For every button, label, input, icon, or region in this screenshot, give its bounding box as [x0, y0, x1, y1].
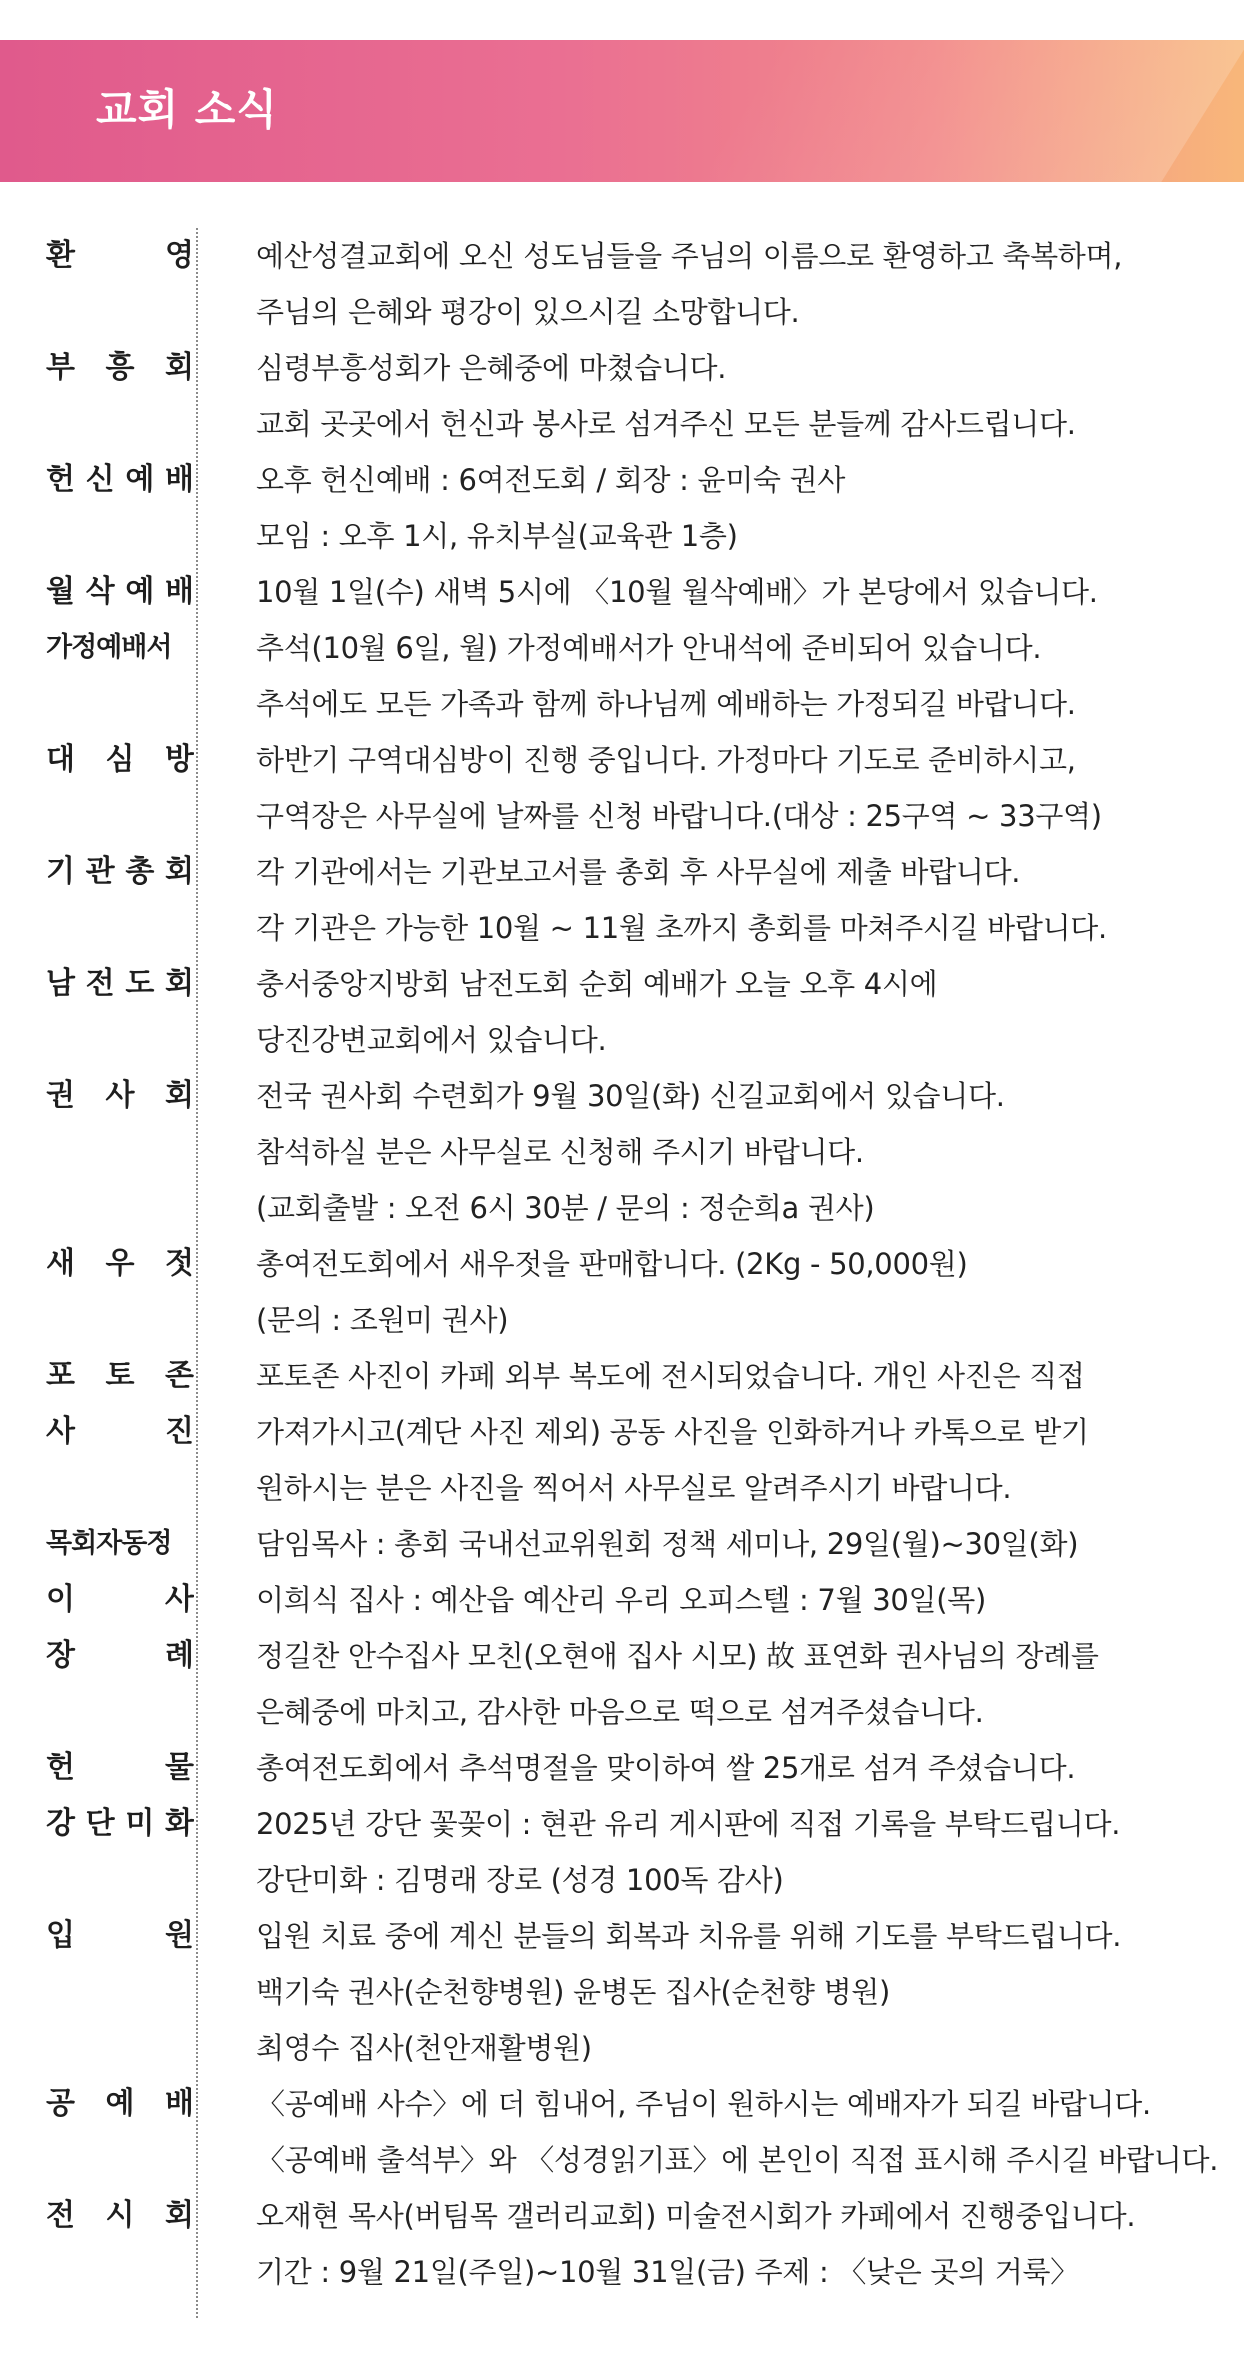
news-item: [0, 2188, 1260, 2300]
news-item-line: 기간 : 9월 21일(주일)~10월 31일(금) 주제 : 〈낮은 곳의 거룩〉: [256, 2255, 1079, 2289]
news-item: [0, 340, 1260, 452]
news-item-body: [256, 620, 1256, 732]
news-item: [0, 1404, 1260, 1516]
news-item: [0, 956, 1260, 1068]
news-item: [0, 452, 1260, 564]
news-item-body: [256, 1516, 1256, 1572]
news-item-line: 각 기관에서는 기관보고서를 총회 후 사무실에 제출 바랍니다.: [256, 855, 1021, 889]
news-item-line: 전국 권사회 수련회가 9월 30일(화) 신길교회에서 있습니다.: [256, 1079, 1005, 1113]
news-item-label: 전 시 회: [46, 2198, 194, 2233]
news-item-line: 예산성결교회에 오신 성도님들을 주님의 이름으로 환영하고 축복하며,: [256, 239, 1123, 273]
news-item: [0, 844, 1260, 956]
news-item-line: 〈공예배 출석부〉와 〈성경읽기표〉에 본인이 직접 표시해 주시길 바랍니다.: [256, 2143, 1219, 2177]
news-item-body: [256, 1740, 1256, 1796]
news-item-body: [256, 452, 1256, 564]
news-item-body: [256, 956, 1256, 1068]
news-item-line: 입원 치료 중에 계신 분들의 회복과 치유를 위해 기도를 부탁드립니다.: [256, 1919, 1122, 1953]
page-title: 교회 소식: [96, 85, 278, 134]
news-item-line: (문의 : 조원미 권사): [256, 1303, 509, 1337]
news-item-line: 이희식 집사 : 예산읍 예산리 우리 오피스텔 : 7월 30일(목): [256, 1583, 986, 1617]
news-item-label: 가정예배서: [46, 632, 172, 663]
header-decoration: [691, 40, 1244, 182]
news-item-label: 사 진: [46, 1414, 194, 1449]
news-item-line: 모임 : 오후 1시, 유치부실(교육관 1층): [256, 519, 738, 553]
news-item-line: 원하시는 분은 사진을 찍어서 사무실로 알려주시기 바랍니다.: [256, 1471, 1012, 1505]
news-item-line: 백기숙 권사(순천향병원) 윤병돈 집사(순천향 병원): [256, 1975, 891, 2009]
news-item-line: 최영수 집사(천안재활병원): [256, 2031, 592, 2065]
news-item: [0, 564, 1260, 620]
news-item-label: 부 흥 회: [46, 350, 194, 385]
news-item-label: 권 사 회: [46, 1078, 194, 1113]
news-item-label: 장 례: [46, 1638, 194, 1673]
news-item-label: 헌 신 예 배: [46, 462, 194, 497]
news-item-body: [256, 732, 1256, 844]
news-item: [0, 1796, 1260, 1908]
news-item-line: 정길찬 안수집사 모친(오현애 집사 시모) 故 표연화 권사님의 장례를: [256, 1639, 1099, 1673]
news-item-body: [256, 228, 1256, 340]
news-item-body: [256, 1908, 1256, 2076]
news-item-body: [256, 1236, 1256, 1348]
news-item-line: 충서중앙지방회 남전도회 순회 예배가 오늘 오후 4시에: [256, 967, 938, 1001]
news-item: [0, 1908, 1260, 2076]
news-item-line: 교회 곳곳에서 헌신과 봉사로 섬겨주신 모든 분들께 감사드립니다.: [256, 407, 1076, 441]
news-item-line: 〈공예배 사수〉에 더 힘내어, 주님이 원하시는 예배자가 되길 바랍니다.: [256, 2087, 1151, 2121]
news-item-label: 남 전 도 회: [46, 966, 194, 1001]
news-item-body: [256, 564, 1256, 620]
news-item: [0, 1348, 1260, 1404]
news-item: [0, 1628, 1260, 1740]
news-item-line: 하반기 구역대심방이 진행 중입니다. 가정마다 기도로 준비하시고,: [256, 743, 1076, 777]
news-item-line: 오후 헌신예배 : 6여전도회 / 회장 : 윤미숙 권사: [256, 463, 846, 497]
news-item-label: 이 사: [46, 1582, 194, 1617]
news-item-label: 공 예 배: [46, 2086, 194, 2121]
news-item-label: 입 원: [46, 1918, 194, 1953]
news-item-line: 2025년 강단 꽃꽂이 : 현관 유리 게시판에 직접 기록을 부탁드립니다.: [256, 1807, 1121, 1841]
news-list: [0, 228, 1260, 2300]
news-item-line: 각 기관은 가능한 10월 ~ 11월 초까지 총회를 마쳐주시길 바랍니다.: [256, 911, 1107, 945]
news-item-body: [256, 1796, 1256, 1908]
news-item-body: [256, 340, 1256, 452]
news-item-line: 은혜중에 마치고, 감사한 마음으로 떡으로 섬겨주셨습니다.: [256, 1695, 984, 1729]
news-item-line: 당진강변교회에서 있습니다.: [256, 1023, 607, 1057]
news-item-line: 추석(10월 6일, 월) 가정예배서가 안내석에 준비되어 있습니다.: [256, 631, 1042, 665]
header-banner: [0, 40, 1244, 182]
news-item-body: [256, 2076, 1256, 2188]
news-item: [0, 228, 1260, 340]
news-item-line: 추석에도 모든 가족과 함께 하나님께 예배하는 가정되길 바랍니다.: [256, 687, 1076, 721]
news-item-body: [256, 1068, 1256, 1236]
news-item-line: 포토존 사진이 카페 외부 복도에 전시되었습니다. 개인 사진은 직접: [256, 1359, 1085, 1393]
news-item-label: 강 단 미 화: [46, 1806, 194, 1841]
news-item-body: [256, 1572, 1256, 1628]
news-item-line: 가져가시고(계단 사진 제외) 공동 사진을 인화하거나 카톡으로 받기: [256, 1415, 1089, 1449]
news-item-body: [256, 844, 1256, 956]
news-item-line: (교회출발 : 오전 6시 30분 / 문의 : 정순희a 권사): [256, 1191, 875, 1225]
news-item: [0, 1068, 1260, 1236]
news-item-label: 월 삭 예 배: [46, 574, 194, 609]
news-item-label: 대 심 방: [46, 742, 194, 777]
news-item-label: 새 우 젓: [46, 1246, 194, 1281]
news-item-label: 포 토 존: [46, 1358, 194, 1393]
news-item: [0, 1516, 1260, 1572]
news-item-line: 10월 1일(수) 새벽 5시에 〈10월 월삭예배〉가 본당에서 있습니다.: [256, 575, 1098, 609]
news-item-line: 담임목사 : 총회 국내선교위원회 정책 세미나, 29일(월)~30일(화): [256, 1527, 1079, 1561]
news-item-body: [256, 2188, 1256, 2300]
news-item-line: 구역장은 사무실에 날짜를 신청 바랍니다.(대상 : 25구역 ~ 33구역): [256, 799, 1102, 833]
news-item-line: 주님의 은혜와 평강이 있으시길 소망합니다.: [256, 295, 800, 329]
news-item: [0, 620, 1260, 732]
news-item-body: [256, 1348, 1256, 1404]
news-item: [0, 1740, 1260, 1796]
news-item: [0, 732, 1260, 844]
news-item-label: 헌 물: [46, 1750, 194, 1785]
news-item-line: 오재현 목사(버팀목 갤러리교회) 미술전시회가 카페에서 진행중입니다.: [256, 2199, 1136, 2233]
news-item-body: [256, 1628, 1256, 1740]
news-item-label: 목회자동정: [46, 1528, 172, 1559]
news-item: [0, 1572, 1260, 1628]
news-item-label: 환 영: [46, 238, 194, 273]
news-item-label: 기 관 총 회: [46, 854, 194, 889]
news-item-line: 총여전도회에서 추석명절을 맞이하여 쌀 25개로 섬겨 주셨습니다.: [256, 1751, 1076, 1785]
news-item: [0, 2076, 1260, 2188]
news-item-line: 심령부흥성회가 은혜중에 마쳤습니다.: [256, 351, 727, 385]
news-item-line: 참석하실 분은 사무실로 신청해 주시기 바랍니다.: [256, 1135, 864, 1169]
news-item-line: 총여전도회에서 새우젓을 판매합니다. (2Kg - 50,000원): [256, 1247, 968, 1281]
news-item: [0, 1236, 1260, 1348]
news-item-body: [256, 1404, 1256, 1516]
news-item-line: 강단미화 : 김명래 장로 (성경 100독 감사): [256, 1863, 784, 1897]
